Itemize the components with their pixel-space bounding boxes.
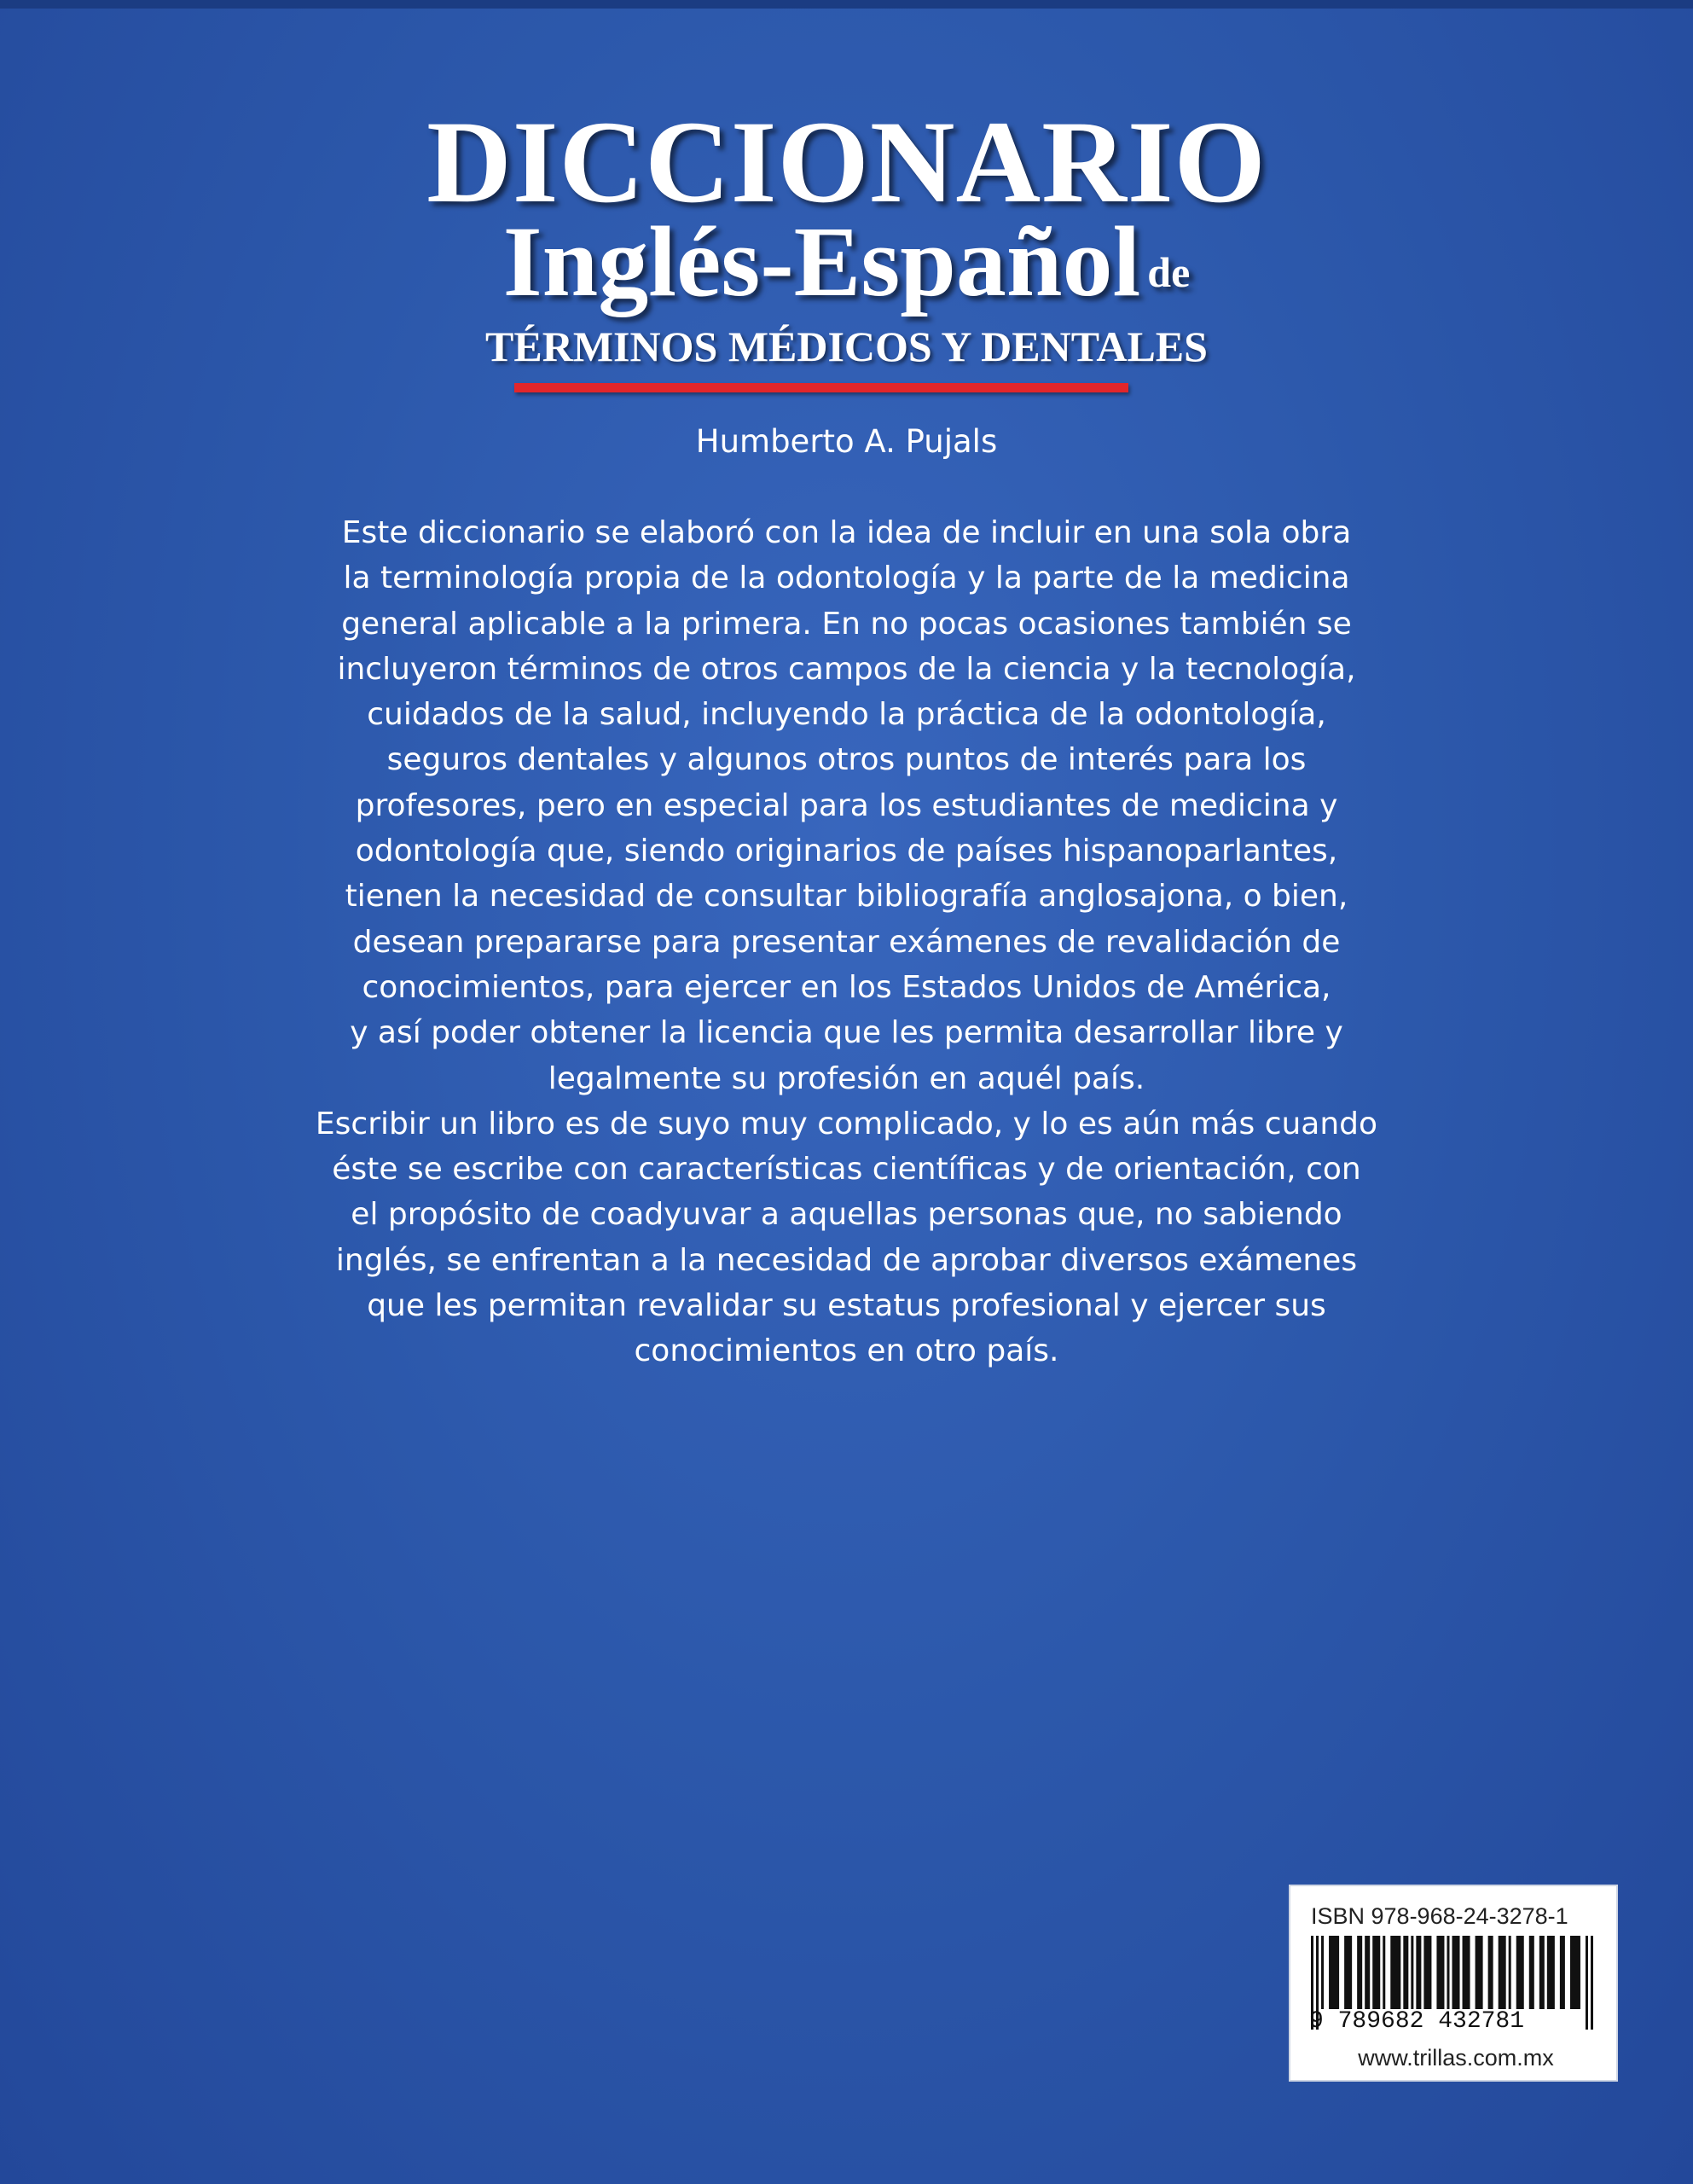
title-connector: de (1147, 248, 1191, 296)
isbn-label: ISBN 978-968-24-3278-1 (1311, 1903, 1568, 1929)
barcode-bar (1365, 1936, 1370, 2009)
title-line-1: DICCIONARIO (426, 96, 1267, 227)
isbn-barcode-box (1290, 1886, 1616, 2080)
barcode-bar (1452, 1936, 1460, 2009)
title-line-2 (0, 206, 1693, 328)
blurb-line: éste se escribe con características científicas y de orientación, con (332, 1152, 1361, 1188)
blurb-line: conocimientos en otro país. (634, 1333, 1059, 1369)
barcode-bar (1447, 1936, 1449, 2009)
barcode-bar (1499, 1936, 1506, 2009)
blurb-line: y así poder obtener la licencia que les permita desarrollar libre y (350, 1015, 1343, 1051)
blurb-line: el propósito de coadyuvar a aquellas personas que, no sabiendo (351, 1197, 1342, 1233)
blurb-line: legalmente su profesión en aquél país. (548, 1060, 1145, 1096)
blurb-line: tienen la necesidad de consultar bibliografía anglosajona, o bien, (345, 879, 1348, 915)
barcode-bar (1547, 1936, 1555, 2009)
barcode-bar (1539, 1936, 1545, 2009)
subtitle: TÉRMINOS MÉDICOS Y DENTALES (485, 322, 1208, 370)
barcode-bar (1403, 1936, 1408, 2009)
barcode-bar (1570, 1936, 1580, 2009)
barcode-bar (1488, 1936, 1493, 2009)
author-name: Humberto A. Pujals (695, 423, 998, 460)
barcode-bar (1476, 1936, 1483, 2009)
barcode-bar (1516, 1936, 1524, 2009)
barcode-bar (1344, 1936, 1352, 2009)
blurb-line: profesores, pero en especial para los estudiantes de medicina y (355, 787, 1338, 823)
title-languages: Inglés-Español (502, 206, 1141, 317)
blurb-line: seguros dentales y algunos otros puntos de interés para los (386, 742, 1307, 778)
barcode-bar (1357, 1936, 1362, 2009)
barcode-bar (1423, 1936, 1431, 2009)
barcode-bar (1560, 1936, 1565, 2009)
blurb-line: Este diccionario se elaboró con la idea de incluir en una sola obra (341, 515, 1352, 550)
barcode-bar (1509, 1936, 1511, 2009)
barcode-bar (1411, 1936, 1413, 2009)
blurb-line: Escribir un libro es de suyo muy complicado, y lo es aún más cuando (315, 1106, 1378, 1141)
barcode-bar (1390, 1936, 1400, 2009)
barcode-bar (1529, 1936, 1534, 2009)
barcode-bar (1329, 1936, 1339, 2009)
barcode-bar (1383, 1936, 1385, 2009)
barcode-bar (1463, 1936, 1470, 2009)
title-block (0, 9, 1693, 410)
blurb-line: desean prepararse para presentar exámenes de revalidación de (352, 924, 1341, 960)
blurb-line: conocimientos, para ejercer en los Estados Unidos de América, (362, 969, 1331, 1005)
blurb-line: que les permitan revalidar su estatus profesional y ejercer sus (367, 1288, 1326, 1324)
publisher-website: www.trillas.com.mx (1358, 2045, 1554, 2071)
barcode-bar (1436, 1936, 1444, 2009)
blurb-line: odontología que, siendo originarios de países hispanoparlantes, (355, 834, 1338, 869)
barcode-bar (1321, 1936, 1324, 2009)
barcode-bar (1372, 1936, 1380, 2009)
blurb-line: inglés, se enfrentan a la necesidad de aprobar diversos exámenes (335, 1242, 1358, 1278)
back-cover-blurb (303, 510, 1390, 1374)
red-divider-rule (514, 383, 1128, 392)
blurb-line: la terminología propia de la odontología y la parte de la medicina (343, 561, 1350, 596)
blurb-line: incluyeron términos de otros campos de la ciencia y la tecnología, (337, 651, 1356, 687)
barcode-digits: 9 789682 432781 (1309, 2008, 1525, 2035)
barcode-bar (1416, 1936, 1421, 2009)
blurb-line: cuidados de la salud, incluyendo la práctica de la odontología, (367, 697, 1326, 733)
blurb-line: general aplicable a la primera. En no pocas ocasiones también se (341, 606, 1352, 642)
